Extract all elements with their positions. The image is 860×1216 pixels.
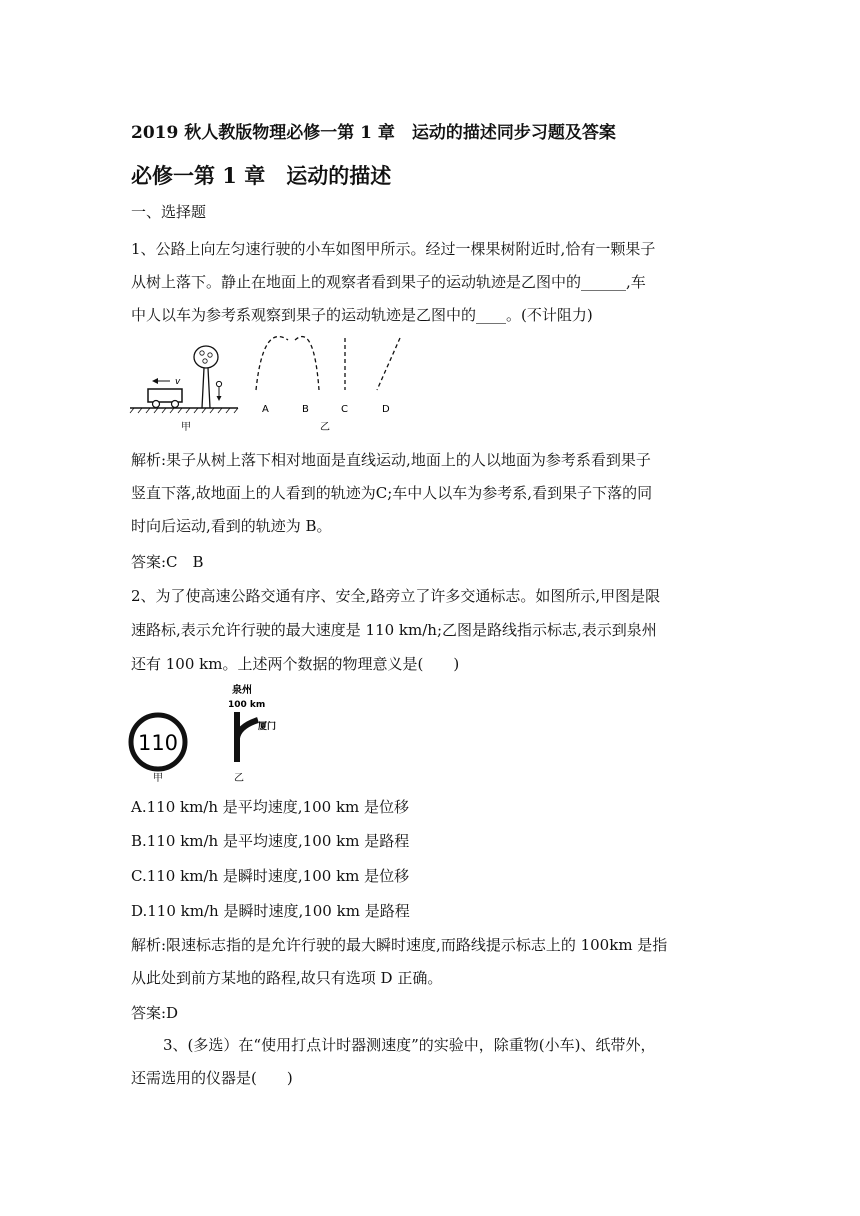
q2-option-c: C.110 km/h 是瞬时速度,100 km 是位移	[131, 867, 410, 885]
figure-jia-label: 甲	[181, 422, 191, 433]
figure-jia-label: 甲	[153, 773, 163, 784]
q2-option-d: D.110 km/h 是瞬时速度,100 km 是路程	[131, 902, 410, 920]
q3-text-line-2: 还需选用的仪器是( )	[131, 1069, 293, 1087]
q1-analysis-line-1: 解析:果子从树上落下相对地面是直线运动,地面上的人以地面为参考系看到果子	[131, 451, 651, 469]
q2-text-line-1: 2、为了使高速公路交通有序、安全,路旁立了许多交通标志。如图所示,甲图是限	[131, 587, 661, 605]
option-d-label: D	[382, 404, 390, 415]
q1-answer: 答案:C B	[131, 553, 204, 571]
q2-analysis-line-2: 从此处到前方某地的路程,故只有选项 D 正确。	[131, 969, 443, 987]
figure-yi-label: 乙	[234, 773, 244, 784]
option-a-label: A	[262, 404, 269, 415]
figure-yi-label: 乙	[320, 422, 330, 433]
q1-text-line-1: 1、公路上向左匀速行驶的小车如图甲所示。经过一棵果树附近时,恰有一颗果子	[131, 240, 656, 258]
q1-text-line-2: 从树上落下。静止在地面上的观察者看到果子的运动轨迹是乙图中的______,车	[131, 273, 646, 291]
q2-option-b: B.110 km/h 是平均速度,100 km 是路程	[131, 832, 410, 850]
q2-figure	[128, 682, 288, 786]
distance-label: 100 km	[228, 700, 266, 710]
option-c-label: C	[341, 404, 348, 415]
q1-analysis-line-3: 时向后运动,看到的轨迹为 B。	[131, 517, 332, 535]
q1-figure	[128, 335, 418, 435]
speed-limit-value: 110	[137, 731, 179, 755]
q2-analysis-line-1: 解析:限速标志指的是允许行驶的最大瞬时速度,而路线提示标志上的 100km 是指	[131, 936, 668, 954]
destination-xiamen: 厦门	[258, 722, 277, 732]
destination-quanzhou: 泉州	[232, 685, 252, 696]
option-b-label: B	[302, 404, 309, 415]
q2-answer: 答案:D	[131, 1004, 179, 1022]
document-title: 2019 秋人教版物理必修一第 1 章 运动的描述同步习题及答案	[131, 123, 616, 143]
q1-analysis-line-2: 竖直下落,故地面上的人看到的轨迹为C;车中人以车为参考系,看到果子下落的同	[131, 484, 653, 502]
q1-text-line-3: 中人以车为参考系观察到果子的运动轨迹是乙图中的____。(不计阻力)	[131, 306, 593, 324]
chapter-title: 必修一第 1 章 运动的描述	[131, 163, 392, 188]
q2-text-line-2: 速路标,表示允许行驶的最大速度是 110 km/h;乙图是路线指示标志,表示到泉州	[131, 621, 657, 639]
section-heading: 一、选择题	[131, 203, 207, 221]
q2-text-line-3: 还有 100 km。上述两个数据的物理意义是( )	[131, 655, 460, 673]
velocity-label: v	[175, 377, 181, 387]
q3-text-line-1: 3、(多选）在“使用打点计时器测速度”的实验中，除重物(小车)、纸带外，	[163, 1036, 656, 1054]
q2-option-a: A.110 km/h 是平均速度,100 km 是位移	[131, 798, 410, 816]
